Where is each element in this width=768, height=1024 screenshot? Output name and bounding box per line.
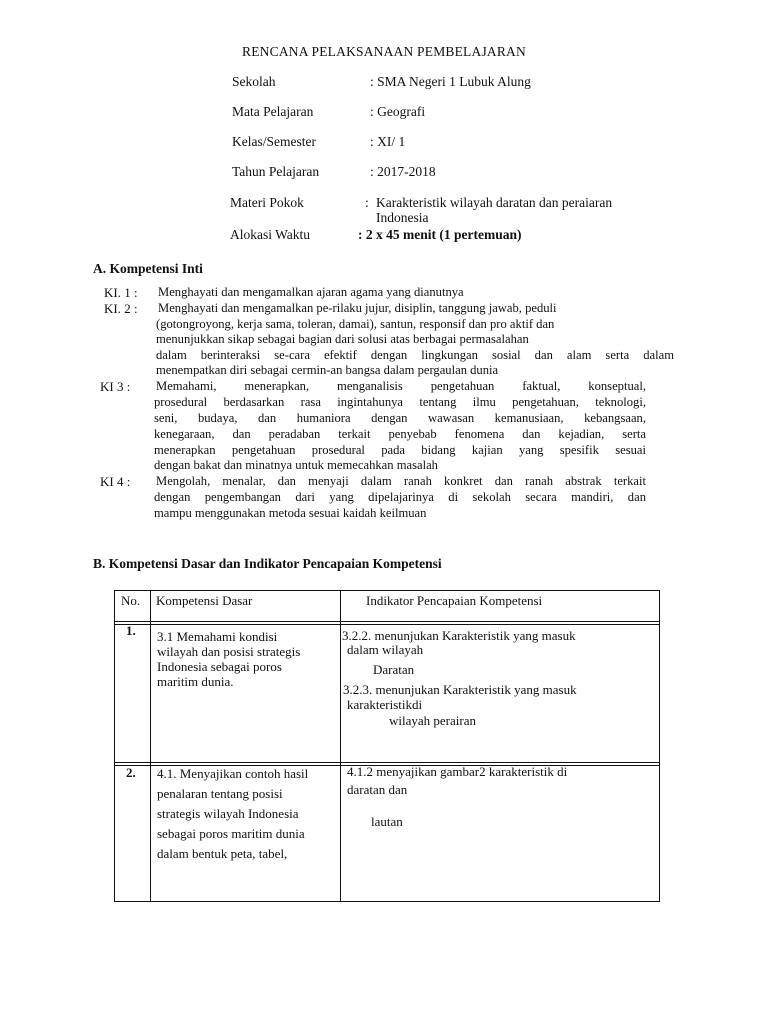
table-cell-ipk: daratan dan (347, 782, 408, 797)
section-b-heading: B. Kompetensi Dasar dan Indikator Pencapaian Kompetensi (93, 556, 442, 571)
meta-tahun-label: Tahun Pelajaran (232, 164, 320, 179)
table-cell-kd: Indonesia sebagai poros (157, 659, 282, 674)
table-cell-kd: wilayah dan posisi strategis (157, 644, 301, 659)
meta-mapel-value: : Geografi (370, 104, 426, 119)
table-header-ipk: Indikator Pencapaian Kompetensi (366, 593, 543, 608)
table-cell-kd: 3.1 Memahami kondisi (157, 629, 278, 644)
table-border (114, 762, 660, 763)
ki-3-line: Memahami, menerapkan, menganalisis pengetahuan faktual, konseptual, (156, 379, 646, 393)
table-border (114, 590, 660, 591)
table-border (340, 590, 341, 902)
ki-4-label: KI 4 : (100, 474, 131, 489)
section-a-heading: A. Kompetensi Inti (93, 261, 203, 276)
ki-3-line: seni, budaya, dan humaniora dengan wawasan kemanusiaan, kebangsaan, (154, 411, 646, 425)
ki-3-line: prosedural berdasarkan rasa ingintahunya tentang ilmu pengetahuan, teknologi, (154, 395, 646, 409)
table-cell-ipk: dalam wilayah (347, 642, 424, 657)
table-cell-ipk: 3.2.2. menunjukan Karakteristik yang masuk (342, 628, 576, 643)
meta-alokasi-label: Alokasi Waktu (230, 227, 311, 242)
ki-2-line: menunjukkan sikap sebagai bagian dari solusi atas berbagai permasalahan (156, 332, 529, 346)
table-cell-ipk: 4.1.2 menyajikan gambar2 karakteristik di (347, 764, 568, 779)
meta-materi-label: Materi Pokok (230, 195, 304, 210)
table-border (150, 590, 151, 902)
table-cell-kd: sebagai poros maritim dunia (157, 826, 305, 841)
ki-4-line: dengan pengembangan dari yang dipelajarinya di sekolah secara mandiri, dan (154, 490, 646, 504)
meta-materi-value-line1: Karakteristik wilayah daratan dan peraiaran (376, 195, 613, 210)
table-border (114, 901, 660, 902)
ki-4-line: mampu menggunakan metoda sesuai kaidah keilmuan (154, 506, 427, 520)
table-border (114, 590, 115, 902)
ki-3-line: dengan bakat dan minatnya untuk memecahkan masalah (154, 458, 438, 472)
meta-tahun-value: : 2017-2018 (370, 164, 436, 179)
table-cell-kd: strategis wilayah Indonesia (157, 806, 299, 821)
table-border (114, 624, 660, 625)
table-cell-ipk: wilayah perairan (389, 713, 476, 728)
table-cell-kd: penalaran tentang posisi (157, 786, 283, 801)
meta-kelas-value: : XI/ 1 (370, 134, 406, 149)
table-header-no: No. (121, 593, 141, 608)
ki-3-line: kenegaraan, dan peradaban terkait penyebab fenomena dan kejadian, serta (154, 427, 646, 441)
ki-4-line: Mengolah, menalar, dan menyaji dalam ranah konkret dan ranah abstrak terkait (156, 474, 646, 488)
table-cell-ipk: lautan (371, 814, 403, 829)
meta-materi-colon: : (365, 195, 369, 210)
ki-2-line: Menghayati dan mengamalkan pe-rilaku jujur, disiplin, tanggung jawab, peduli (158, 301, 557, 315)
ki-2-line: menempatkan diri sebagai cermin-an bangsa dalam pergaulan dunia (156, 363, 499, 377)
meta-materi-value-line2: Indonesia (376, 210, 429, 225)
ki-3-label: KI 3 : (100, 379, 131, 394)
table-border (659, 590, 660, 902)
meta-sekolah-label: Sekolah (232, 74, 276, 89)
meta-sekolah-value: : SMA Negeri 1 Lubuk Alung (370, 74, 531, 89)
document-title: RENCANA PELAKSANAAN PEMBELAJARAN (242, 44, 526, 59)
table-cell-ipk: Daratan (373, 662, 415, 677)
table-cell-kd: dalam bentuk peta, tabel, (157, 846, 288, 861)
table-cell-kd: maritim dunia. (157, 674, 234, 689)
ki-2-line: (gotongroyong, kerja sama, toleran, damai), santun, responsif dan pro aktif dan (156, 317, 555, 331)
meta-alokasi-value: : 2 x 45 menit (1 pertemuan) (358, 227, 522, 242)
table-cell-no: 2. (126, 765, 136, 780)
table-cell-ipk: 3.2.3. menunjukan Karakteristik yang masuk (343, 682, 577, 697)
ki-2-line: dalam berinteraksi se-cara efektif dengan lingkungan sosial dan alam serta dalam (156, 348, 674, 362)
ki-2-label: KI. 2 : (104, 301, 138, 316)
table-cell-kd: 4.1. Menyajikan contoh hasil (157, 766, 309, 781)
table-border (114, 621, 660, 622)
table-header-kd: Kompetensi Dasar (156, 593, 253, 608)
ki-1-line: Menghayati dan mengamalkan ajaran agama yang dianutnya (158, 285, 464, 299)
meta-mapel-label: Mata Pelajaran (232, 104, 314, 119)
table-cell-no: 1. (126, 623, 136, 638)
ki-1-label: KI. 1 : (104, 285, 138, 300)
ki-3-line: menerapkan pengetahuan prosedural pada bidang kajian yang spesifik sesuai (154, 443, 646, 457)
table-cell-ipk: karakteristikdi (347, 697, 423, 712)
meta-kelas-label: Kelas/Semester (232, 134, 316, 149)
